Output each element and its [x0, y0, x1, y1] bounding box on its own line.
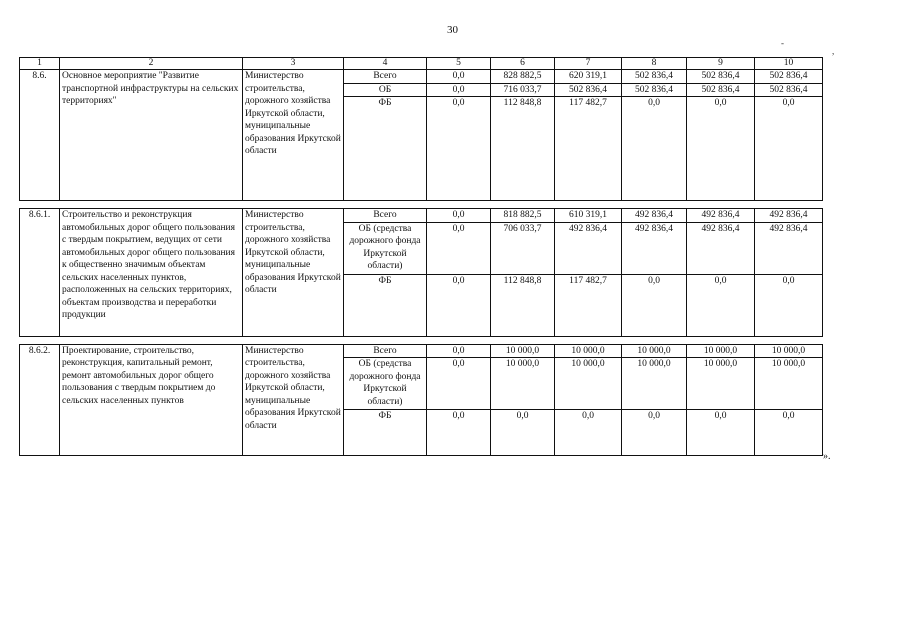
- spacer-cell: [243, 201, 344, 209]
- row-spacer: [20, 336, 823, 344]
- header-cell: 5: [427, 58, 491, 70]
- amount-cell: 10 000,0: [491, 344, 555, 358]
- amount-cell: 0,0: [427, 222, 491, 274]
- spacer-cell: [20, 201, 60, 209]
- amount-cell: 112 848,8: [491, 97, 555, 201]
- amount-cell: 492 836,4: [755, 209, 823, 223]
- amount-cell: 492 836,4: [555, 222, 622, 274]
- amount-cell: 0,0: [427, 209, 491, 223]
- header-cell: 7: [555, 58, 622, 70]
- spacer-cell: [344, 336, 427, 344]
- funding-source: ОБ: [344, 83, 427, 97]
- amount-cell: 0,0: [427, 70, 491, 84]
- table-row: [20, 209, 823, 223]
- amount-cell: 0,0: [755, 97, 823, 201]
- amount-cell: 10 000,0: [491, 358, 555, 410]
- amount-cell: 0,0: [622, 274, 687, 336]
- amount-cell: 492 836,4: [622, 209, 687, 223]
- amount-cell: 10 000,0: [622, 344, 687, 358]
- funding-source: Всего: [344, 344, 427, 358]
- header-cell: 4: [344, 58, 427, 70]
- amount-cell: 716 033,7: [491, 83, 555, 97]
- spacer-cell: [555, 336, 622, 344]
- row-spacer: [20, 201, 823, 209]
- closing-quote: ».: [823, 451, 831, 462]
- amount-cell: 0,0: [427, 83, 491, 97]
- spacer-cell: [491, 336, 555, 344]
- amount-cell: 0,0: [427, 344, 491, 358]
- spacer-cell: [427, 336, 491, 344]
- amount-cell: 502 836,4: [755, 83, 823, 97]
- header-cell: 10: [755, 58, 823, 70]
- table-row: [20, 344, 823, 358]
- amount-cell: 10 000,0: [755, 344, 823, 358]
- spacer-cell: [687, 201, 755, 209]
- table-header-row: [20, 58, 823, 70]
- header-cell: 1: [20, 58, 60, 70]
- spacer-cell: [622, 336, 687, 344]
- amount-cell: 502 836,4: [687, 70, 755, 84]
- amount-cell: 0,0: [555, 410, 622, 456]
- amount-cell: 706 033,7: [491, 222, 555, 274]
- amount-cell: 0,0: [427, 274, 491, 336]
- funding-source: ОБ (средства дорожного фонда Иркутской области): [344, 358, 427, 410]
- row-executor: Министерство строительства, дорожного хозяйства Иркутской области, муниципальные образования Иркутской области: [243, 344, 344, 456]
- spacer-cell: [555, 201, 622, 209]
- page-number: 30: [447, 24, 458, 36]
- amount-cell: 10 000,0: [555, 344, 622, 358]
- amount-cell: 492 836,4: [622, 222, 687, 274]
- amount-cell: 117 482,7: [555, 274, 622, 336]
- amount-cell: 502 836,4: [687, 83, 755, 97]
- amount-cell: 10 000,0: [687, 344, 755, 358]
- funding-source: Всего: [344, 209, 427, 223]
- spacer-cell: [755, 336, 823, 344]
- spacer-cell: [243, 336, 344, 344]
- amount-cell: 828 882,5: [491, 70, 555, 84]
- amount-cell: 502 836,4: [622, 70, 687, 84]
- spacer-cell: [622, 201, 687, 209]
- amount-cell: 0,0: [491, 410, 555, 456]
- amount-cell: 112 848,8: [491, 274, 555, 336]
- row-code: 8.6.: [20, 70, 60, 201]
- spacer-cell: [60, 336, 243, 344]
- amount-cell: 10 000,0: [622, 358, 687, 410]
- amount-cell: 492 836,4: [687, 222, 755, 274]
- scan-mark: ,: [832, 46, 835, 56]
- amount-cell: 10 000,0: [555, 358, 622, 410]
- funding-source: ОБ (средства дорожного фонда Иркутской области): [344, 222, 427, 274]
- amount-cell: 502 836,4: [555, 83, 622, 97]
- amount-cell: 0,0: [687, 97, 755, 201]
- spacer-cell: [344, 201, 427, 209]
- funding-source: Всего: [344, 70, 427, 84]
- header-cell: 9: [687, 58, 755, 70]
- amount-cell: 10 000,0: [687, 358, 755, 410]
- funding-source: ФБ: [344, 274, 427, 336]
- amount-cell: 10 000,0: [755, 358, 823, 410]
- amount-cell: 492 836,4: [755, 222, 823, 274]
- row-code: 8.6.2.: [20, 344, 60, 456]
- scan-mark: -: [781, 38, 784, 48]
- amount-cell: 117 482,7: [555, 97, 622, 201]
- amount-cell: 0,0: [755, 410, 823, 456]
- spacer-cell: [427, 201, 491, 209]
- funding-source: ФБ: [344, 410, 427, 456]
- amount-cell: 0,0: [427, 358, 491, 410]
- spacer-cell: [491, 201, 555, 209]
- amount-cell: 0,0: [687, 274, 755, 336]
- budget-table: [19, 57, 823, 456]
- amount-cell: 610 319,1: [555, 209, 622, 223]
- amount-cell: 0,0: [687, 410, 755, 456]
- header-cell: 6: [491, 58, 555, 70]
- row-title: Основное мероприятие "Развитие транспортной инфраструктуры на сельских территориях": [60, 70, 243, 201]
- spacer-cell: [755, 201, 823, 209]
- amount-cell: 0,0: [755, 274, 823, 336]
- spacer-cell: [20, 336, 60, 344]
- amount-cell: 0,0: [622, 97, 687, 201]
- amount-cell: 0,0: [427, 97, 491, 201]
- header-cell: 2: [60, 58, 243, 70]
- spacer-cell: [60, 201, 243, 209]
- amount-cell: 620 319,1: [555, 70, 622, 84]
- amount-cell: 502 836,4: [622, 83, 687, 97]
- row-executor: Министерство строительства, дорожного хозяйства Иркутской области, муниципальные образования Иркутской области: [243, 209, 344, 337]
- row-code: 8.6.1.: [20, 209, 60, 337]
- amount-cell: 492 836,4: [687, 209, 755, 223]
- row-title: Проектирование, строительство, реконструкция, капитальный ремонт, ремонт автомобильных дорог общего пользования с твердым покрытием до сельских населенных пунктов: [60, 344, 243, 456]
- table-row: [20, 70, 823, 84]
- header-cell: 8: [622, 58, 687, 70]
- amount-cell: 502 836,4: [755, 70, 823, 84]
- amount-cell: 0,0: [622, 410, 687, 456]
- header-cell: 3: [243, 58, 344, 70]
- spacer-cell: [687, 336, 755, 344]
- funding-source: ФБ: [344, 97, 427, 201]
- amount-cell: 0,0: [427, 410, 491, 456]
- row-title: Строительство и реконструкция автомобильных дорог общего пользования с твердым покрытием, ведущих от сети автомобильных дорог общего пользования к общественно значимым объектам сельских населенных пунктов, расположенных на сельских территориях, объектам производства и переработки продукции: [60, 209, 243, 337]
- amount-cell: 818 882,5: [491, 209, 555, 223]
- row-executor: Министерство строительства, дорожного хозяйства Иркутской области, муниципальные образования Иркутской области: [243, 70, 344, 201]
